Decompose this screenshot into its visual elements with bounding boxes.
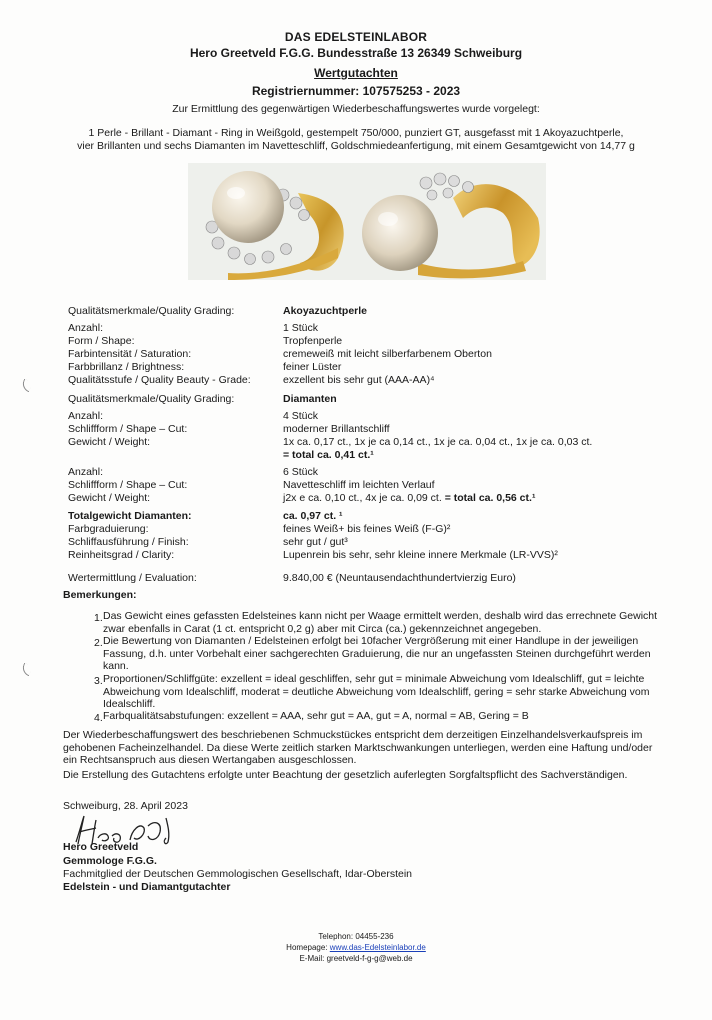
diamond-group1-count-label: Anzahl: (68, 410, 104, 422)
lab-name: DAS EDELSTEINLABOR (284, 30, 428, 44)
punch-hole-mark (20, 379, 32, 392)
pearl-row-label: Farbintensität / Saturation: (68, 348, 192, 360)
diamond-grading-label: Qualitätsmerkmale/Quality Grading: (68, 393, 235, 405)
diamond-group1-cut-value: moderner Brillantschliff (283, 423, 390, 435)
diamond-group2-count-label: Anzahl: (68, 466, 104, 478)
remark-number: 1. (94, 612, 103, 624)
diamond-group2-weight-total: = total ca. 0,56 ct.¹ (444, 492, 536, 504)
diamond-group2-cut-label: Schliffform / Shape – Cut: (68, 479, 188, 491)
signatory-role: Edelstein - und Diamantgutachter (63, 881, 231, 893)
ring-photo-side (358, 163, 546, 280)
signatory-title: Gemmologe F.G.G. (63, 855, 157, 867)
diamond-group1-cut-label: Schliffform / Shape – Cut: (68, 423, 188, 435)
ring-photo-front (188, 163, 358, 280)
diamond-group2-weight-line (283, 492, 535, 505)
total-diamond-weight-label: Totalgewicht Diamanten: (68, 510, 192, 522)
diamond-row-value: Lupenrein bis sehr, sehr kleine innere Merkmale (LR-VVS)² (283, 549, 558, 561)
pearl-grading-label: Qualitätsmerkmale/Quality Grading: (68, 305, 235, 317)
diamond-group2-count-value: 6 Stück (283, 466, 319, 478)
diamond-group2-weight-label: Gewicht / Weight: (68, 492, 151, 504)
closing-paragraph-1: Der Wiederbeschaffungswert des beschriebenen Schmuckstückes entspricht dem derzeitigen Einzelhandelsverkaufspreis im gehobenen Facheinzelhandel. Da diese Werte zeitlich starken Marktschwankungen unterliegen, werden eine Haftung und/oder ein Rechtsanspruch aus diesen Wertangaben ausgeschlossen. (63, 729, 653, 767)
diamond-row-label: Reinheitsgrad / Clarity: (68, 549, 175, 561)
punch-hole-mark (20, 663, 32, 676)
diamond-group2-weight-value: j2x e ca. 0,10 ct., 4x je ca. 0,09 ct. (283, 492, 442, 504)
pearl-row-label: Form / Shape: (68, 335, 135, 347)
evaluation-value: 9.840,00 € (Neuntausendachthundertvierzig Euro) (283, 572, 516, 584)
place-date: Schweiburg, 28. April 2023 (63, 800, 188, 812)
pearl-grading-value: Akoyazuchtperle (283, 305, 368, 317)
diamond-group1-weight-label: Gewicht / Weight: (68, 436, 151, 448)
pearl-row-value: cremeweiß mit leicht silberfarbenem Oberton (283, 348, 492, 360)
pearl-row-label: Qualitätsstufe / Quality Beauty - Grade: (68, 374, 251, 386)
document-title: Wertgutachten (314, 66, 398, 80)
remark-number: 2. (94, 637, 103, 649)
diamond-group1-weight-total: = total ca. 0,41 ct.¹ (283, 449, 374, 461)
diamond-row-label: Farbgraduierung: (68, 523, 149, 535)
remark-text: Das Gewicht eines gefassten Edelsteines kann nicht per Waage ermittelt werden, deshalb wird das errechnete Gewicht zwar ebenfalls in Carat (1 ct. entspricht 0,2 g) aber mit Circa (ca.) gekennzeichnet angegeben. (103, 610, 658, 635)
signatory-membership: Fachmitglied der Deutschen Gemmologischen Gesellschaft, Idar-Oberstein (63, 868, 412, 880)
remarks-heading: Bemerkungen: (63, 589, 137, 601)
lab-address: Hero Greetveld F.G.G. Bundesstraße 13 26349 Schweiburg (189, 46, 523, 60)
total-diamond-weight-value: ca. 0,97 ct. ¹ (283, 510, 343, 522)
pearl-row-value: 1 Stück (283, 322, 319, 334)
intro-text: Zur Ermittlung des gegenwärtigen Wiederbeschaffungswertes wurde vorgelegt: (172, 103, 540, 115)
evaluation-label: Wertermittlung / Evaluation: (68, 572, 197, 584)
registration-number: Registriernummer: 107575253 - 2023 (251, 84, 461, 98)
diamond-row-value: sehr gut / gut³ (283, 536, 348, 548)
remark-number: 4. (94, 712, 103, 724)
pearl-row-value: Tropfenperle (283, 335, 343, 347)
remark-text: Proportionen/Schliffgüte: exzellent = ideal geschliffen, sehr gut = minimale Abweichung vom Idealschliff, gut = leichte Abweichung vom Idealschliff, moderat = deutliche Abweichung vom Idealschliff, gering = sehr starke Abweichung vom Idealschliff. (103, 673, 650, 711)
footer-homepage-link[interactable]: www.das-Edelsteinlabor.de (329, 943, 426, 952)
diamond-row-label: Schliffausführung / Finish: (68, 536, 189, 548)
diamond-group1-count-value: 4 Stück (283, 410, 319, 422)
footer-email: E-Mail: greetveld-f-g-g@web.de (299, 954, 413, 963)
diamond-group1-weight-value: 1x ca. 0,17 ct., 1x je ca 0,14 ct., 1x je ca. 0,04 ct., 1x je ca. 0,03 ct. (283, 436, 593, 448)
remark-text: Die Bewertung von Diamanten / Edelsteinen erfolgt bei 10facher Vergrößerung mit einer Handlupe in der jeweiligen Fassung, d.h. unter Vorbehalt einer sachgerechten Graduierung, die nur an ungefassten Steinen durchgeführt werden kann. (103, 635, 651, 673)
diamond-group2-cut-value: Navetteschliff im leichten Verlauf (283, 479, 435, 491)
remark-number: 3. (94, 675, 103, 687)
diamond-row-value: feines Weiß+ bis feines Weiß (F-G)² (283, 523, 451, 535)
signatory-name: Hero Greetveld (63, 841, 139, 853)
remark-text: Farbqualitätsabstufungen: exzellent = AAA, sehr gut = AA, gut = A, normal = AB, Gering = B (103, 710, 529, 722)
footer-homepage-label: Homepage: (286, 943, 330, 952)
diamond-grading-value: Diamanten (283, 393, 337, 405)
pearl-row-value: feiner Lüster (283, 361, 342, 373)
item-description-line1: 1 Perle - Brillant - Diamant - Ring in Weißgold, gestempelt 750/000, punziert GT, ausgefasst mit 1 Akoyazuchtperle, (88, 127, 624, 139)
footer-phone: Telephon: 04455-236 (318, 932, 394, 941)
footer-homepage (0, 943, 712, 953)
pearl-row-label: Farbbrillanz / Brightness: (68, 361, 185, 373)
closing-paragraph-2: Die Erstellung des Gutachtens erfolgte unter Beachtung der gesetzlich auferlegten Sorgfaltspflicht des Sachverständigen. (63, 769, 628, 781)
item-description-line2: vier Brillanten und sechs Diamanten im Navetteschliff, Goldschmiedeanfertigung, mit einem Gesamtgewicht von 14,77 g (77, 140, 635, 152)
pearl-row-value: exzellent bis sehr gut (AAA-AA)⁴ (283, 374, 435, 386)
pearl-row-label: Anzahl: (68, 322, 104, 334)
